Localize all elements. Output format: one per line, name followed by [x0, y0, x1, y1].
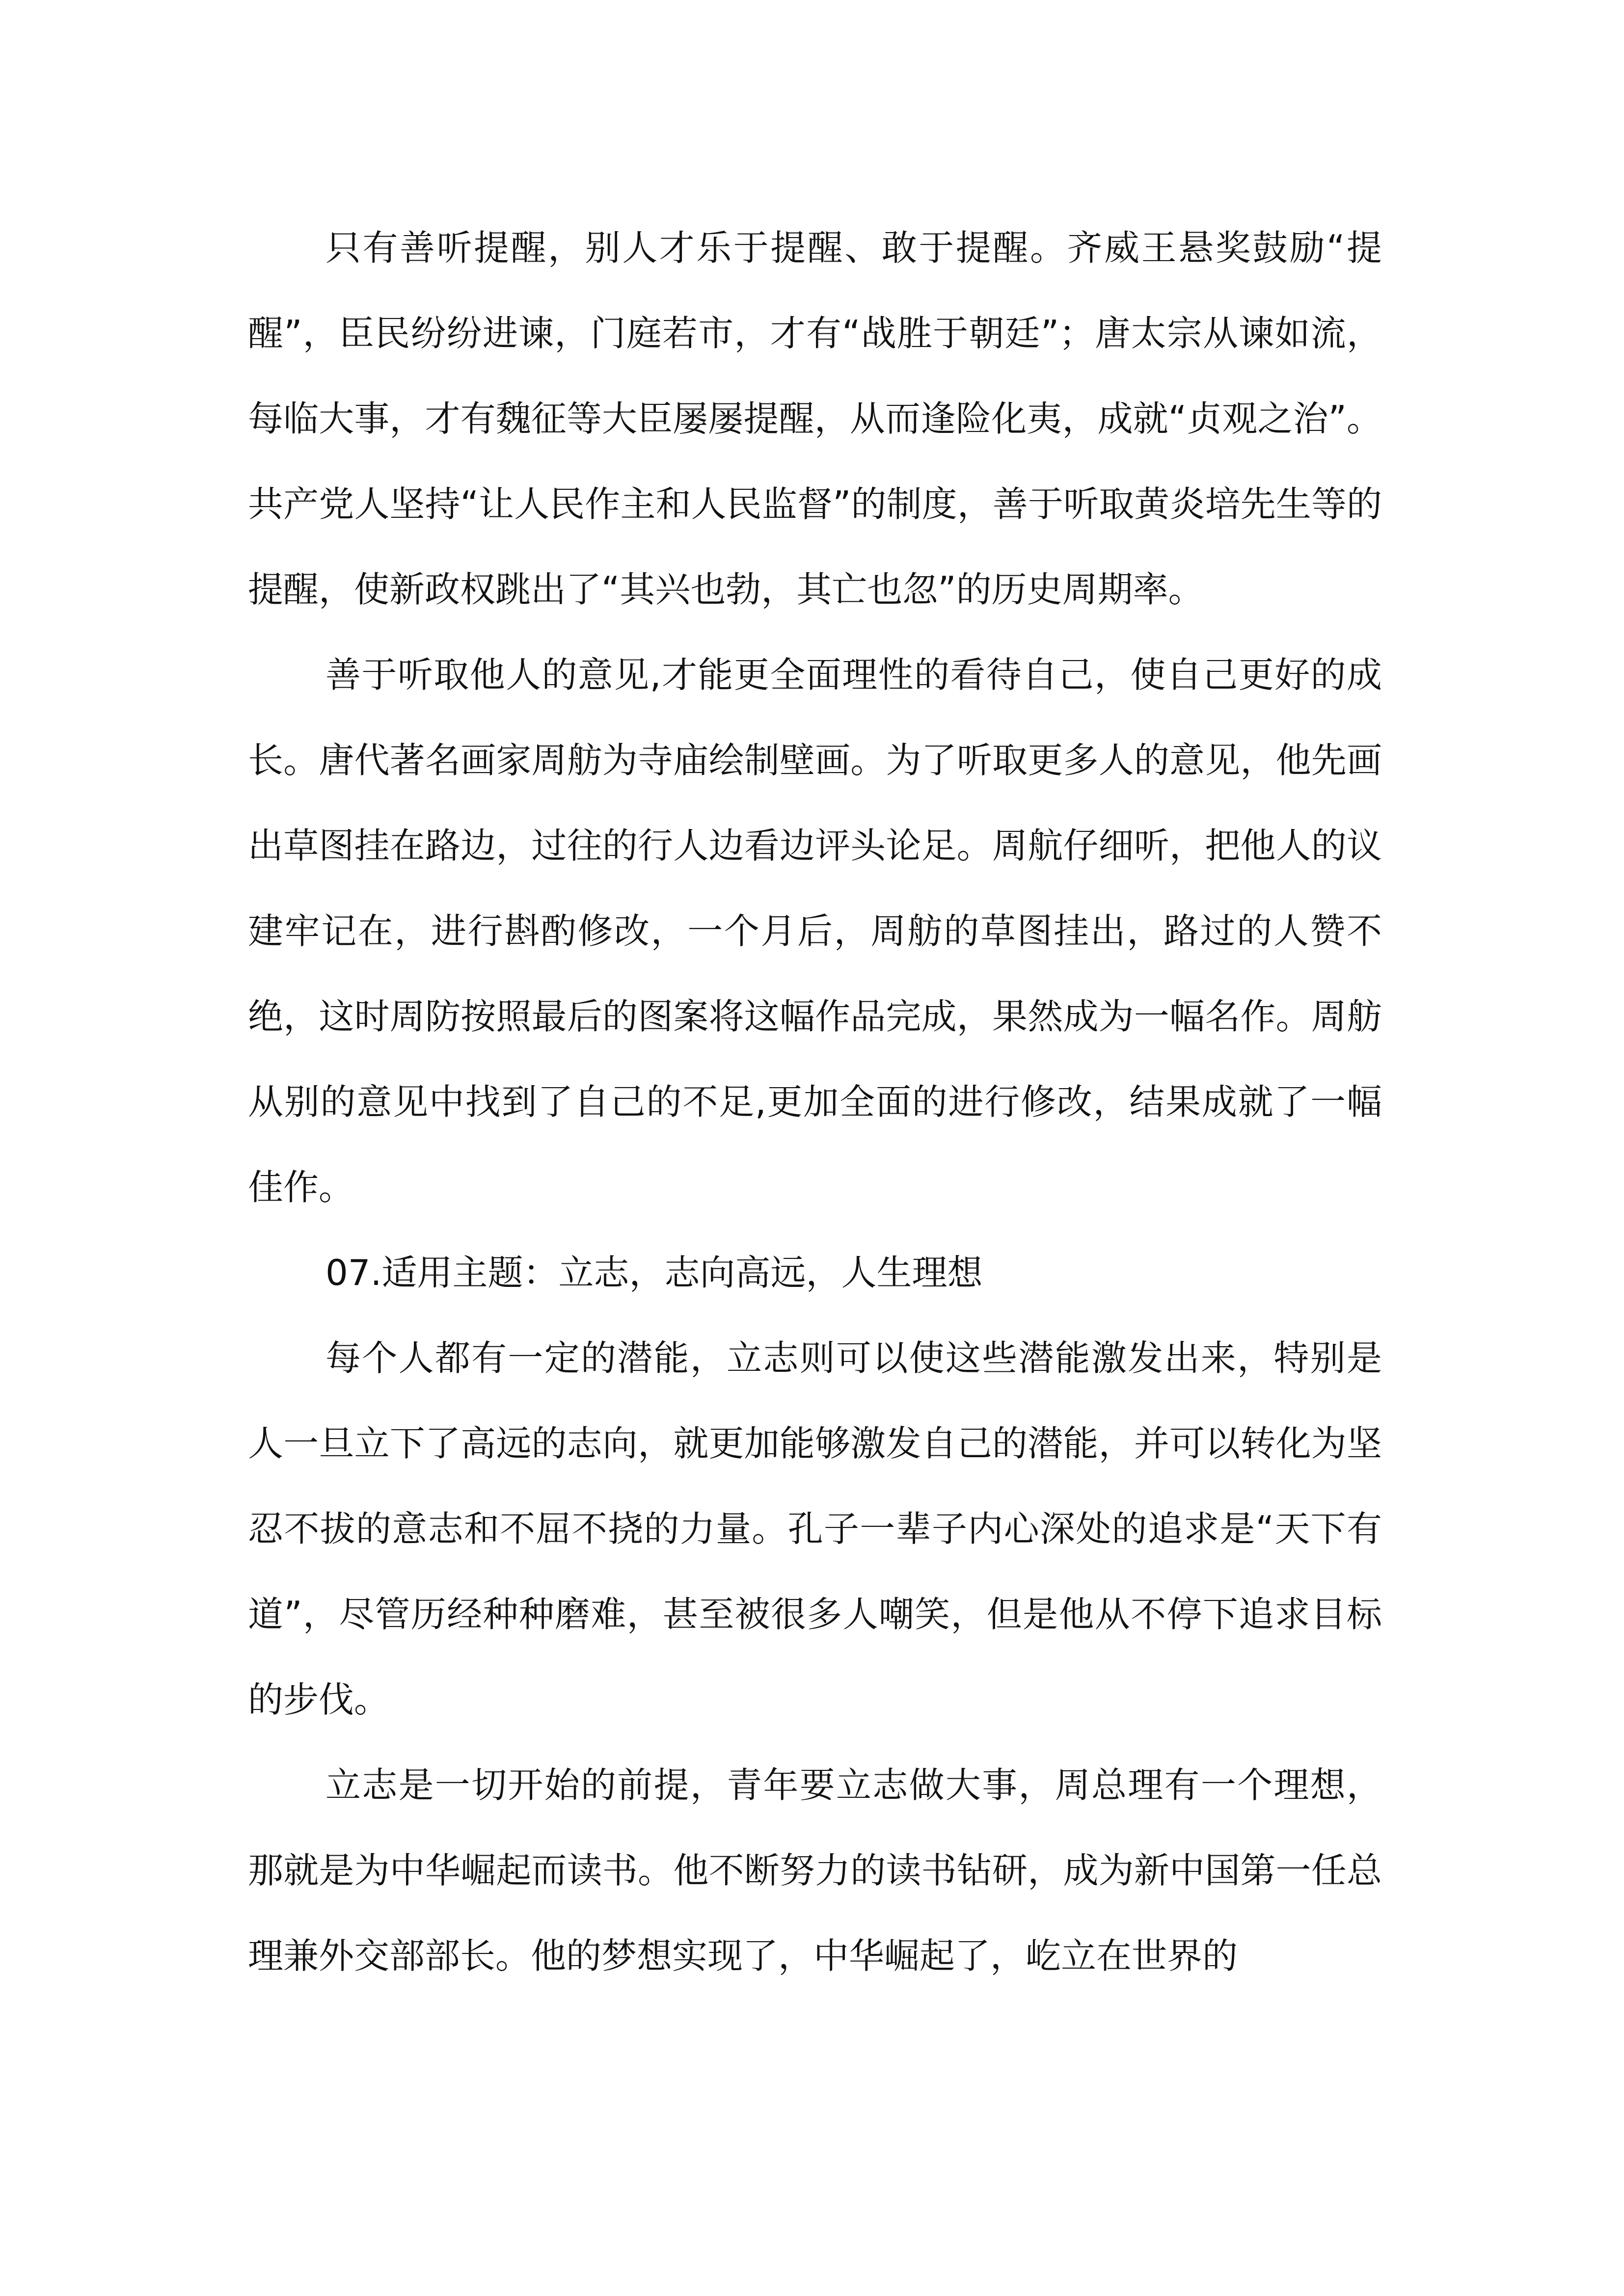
section-heading-07: 07.适用主题：立志，志向高远，人生理想 — [325, 1252, 983, 1293]
paragraph-listening: 善于听取他人的意见,才能更全面理性的看待自己，使自己更好的成长。唐代著名画家周舫为寺庙绘制壁画。为了听取更多人的意见，他先画出草图挂在路边，过往的行人边看边评头论足。周航仔细听，把他人的议建牢记在，进行斟酌修改，一个月后，周舫的草图挂出，路过的人赞不绝，这时周防按照最后的图案将这幅作品完成，果然成为一幅名作。周舫从别的意见中找到了自己的不足,更加全面的进行修改，结果成就了一幅佳作。 — [248, 654, 1382, 1208]
document-body — [248, 205, 1382, 1999]
paragraph-reminder: 只有善听提醒，别人才乐于提醒、敢于提醒。齐威王悬奖鼓励“提醒”，臣民纷纷进谏，门庭若市，才有“战胜于朝廷”；唐太宗从谏如流，每临大事，才有魏征等大臣屡屡提醒，从而逢险化夷，成就“贞观之治”。共产党人坚持“让人民作主和人民监督”的制度，善于听取黄炎培先生等的提醒，使新政权跳出了“其兴也勃，其亡也忽”的历史周期率。 — [248, 227, 1382, 610]
paragraph-potential: 每个人都有一定的潜能，立志则可以使这些潜能激发出来，特别是人一旦立下了高远的志向，就更加能够激发自己的潜能，并可以转化为坚忍不拔的意志和不屈不挠的力量。孔子一辈子内心深处的追求是“天下有道”，尽管历经种种磨难，甚至被很多人嘲笑，但是他从不停下追求目标的步伐。 — [248, 1337, 1382, 1720]
paragraph-ambition: 立志是一切开始的前提，青年要立志做大事，周总理有一个理想，那就是为中华崛起而读书。他不断努力的读书钻研，成为新中国第一任总理兼外交部部长。他的梦想实现了，中华崛起了，屹立在世界的 — [248, 1764, 1382, 1976]
